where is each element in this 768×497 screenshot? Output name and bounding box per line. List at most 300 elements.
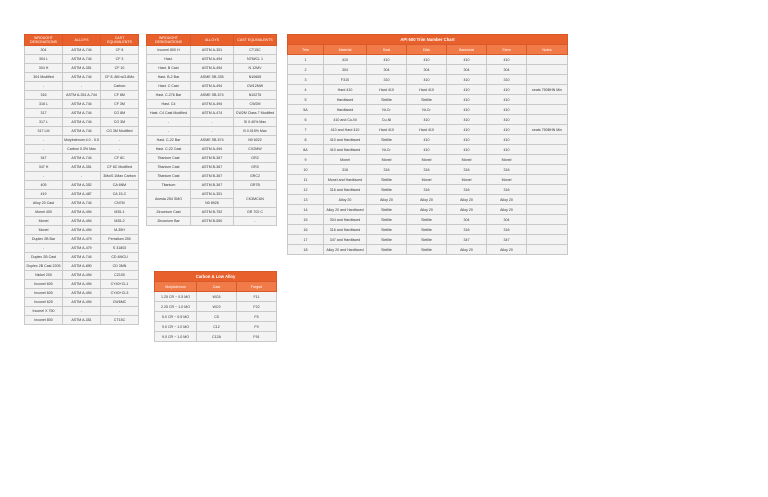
table-cell: 2.25 CR ~ 1.0 MO	[155, 302, 197, 312]
table-cell: Monel	[324, 155, 367, 165]
table-row	[147, 154, 277, 163]
table-cell: Stellite	[407, 215, 447, 225]
table-cell: ASTM A-494	[191, 82, 234, 91]
table-cell: 410	[487, 105, 527, 115]
table-cell: 316 L	[25, 100, 63, 109]
table-cell: Hard 410	[324, 85, 367, 95]
table-row	[25, 136, 139, 145]
table-cell: -	[101, 136, 139, 145]
table-cell	[527, 65, 568, 75]
table-cell: 410	[487, 115, 527, 125]
table-cell: 304	[407, 65, 447, 75]
col-header: Disk	[407, 45, 447, 55]
table-cell: N0 6022	[234, 136, 277, 145]
table-row	[25, 262, 139, 271]
table-cell: Ni-Cr	[367, 105, 407, 115]
table-cell: 10	[288, 165, 324, 175]
table-cell: 410	[447, 55, 487, 65]
table-cell: -	[63, 172, 101, 181]
table-row	[25, 172, 139, 181]
table-cell: GR 702 C	[234, 208, 277, 217]
table-cell: ASTM A-744	[63, 253, 101, 262]
table-row	[288, 55, 568, 65]
table-cell: Hard 410	[367, 125, 407, 135]
table-cell: M-35H	[101, 226, 139, 235]
table-cell: 410	[487, 135, 527, 145]
table-cell: 410	[447, 115, 487, 125]
table-cell: 1.25 CR ~ 0.5 MO	[155, 292, 197, 302]
table-cell: 410	[487, 85, 527, 95]
table-cell: Monel	[487, 175, 527, 185]
table-cell: F91	[237, 332, 277, 342]
table-cell: 410	[487, 95, 527, 105]
table-cell: -	[234, 217, 277, 226]
table-cell: Monel	[487, 155, 527, 165]
table-cell: ASTM A-479	[63, 244, 101, 253]
table-cell: CW12MW	[234, 82, 277, 91]
table-cell: CF 8 ,8M w/3-8Mo	[101, 73, 139, 82]
table-row	[147, 55, 277, 64]
table-cell: 304	[487, 65, 527, 75]
table-cell: CF 3	[101, 55, 139, 64]
table-cell: CW2M Class 7 Modified	[234, 109, 277, 118]
table-cell: Inconel 800	[25, 316, 63, 325]
col-header: WROUGHT DESIGNATIONS	[25, 35, 63, 46]
table-row	[288, 75, 568, 85]
table-cell: Ferralium 255	[101, 235, 139, 244]
table-cell: Hast. C4	[147, 100, 191, 109]
table-cell: Nickel 200	[25, 271, 63, 280]
table-cell: 7	[288, 125, 324, 135]
table-header-row	[147, 35, 277, 46]
table-cell: ASTM B-367	[191, 163, 234, 172]
table-cell: N10276	[234, 91, 277, 100]
table-cell: CD 4MCU	[101, 253, 139, 262]
table-row	[147, 64, 277, 73]
table-cell: GR2	[234, 154, 277, 163]
table-row	[288, 125, 568, 135]
table-cell: 316	[367, 165, 407, 175]
table-cell: 15	[288, 215, 324, 225]
table-row	[25, 154, 139, 163]
table-cell: 1	[288, 55, 324, 65]
table-row	[288, 105, 568, 115]
table-row	[147, 109, 277, 118]
table-cell: Stellite	[367, 95, 407, 105]
table-row	[288, 235, 568, 245]
table-cell: 316	[447, 225, 487, 235]
table-cell: 13	[288, 195, 324, 205]
table-cell: CN7M	[101, 199, 139, 208]
table-cell: 410	[447, 85, 487, 95]
table-cell: ASTM A-744	[63, 199, 101, 208]
table-cell: 11	[288, 175, 324, 185]
table-cell: ASTM A-351	[63, 64, 101, 73]
table-cell: C12	[197, 322, 237, 332]
col-header: ALLOYS	[63, 35, 101, 46]
table-header-row	[155, 282, 277, 292]
table-cell: Duplex 2B Cast 2205	[25, 262, 63, 271]
table-cell: ASTM B-367	[191, 172, 234, 181]
table-cell: Hast. B-2 Bar	[147, 73, 191, 82]
table-row	[288, 205, 568, 215]
table-cell: -	[25, 172, 63, 181]
table-cell: -	[191, 118, 234, 127]
table-body	[288, 55, 568, 255]
table-body	[155, 292, 277, 342]
table-cell: ASTM A-474	[191, 109, 234, 118]
table-row	[147, 127, 277, 136]
col-header: WROUGHT DESIGNATIONS	[147, 35, 191, 46]
alloy-cell: ASTM A-351	[191, 190, 234, 199]
table-cell: CW6MC	[101, 298, 139, 307]
table-cell: Duplex 2B Bar	[25, 235, 63, 244]
table-cell: Alloy 20	[447, 205, 487, 215]
table-cell: CW2M	[234, 100, 277, 109]
table-body-tail	[147, 208, 277, 226]
table-row	[25, 244, 139, 253]
table-cell: Stellite	[407, 235, 447, 245]
table-cell: 410	[367, 55, 407, 65]
table-cell: Alloy 20	[324, 195, 367, 205]
table-cell: Stellite	[407, 245, 447, 255]
table-cell: Molybdenum 4.0 - 5.5	[63, 136, 101, 145]
table-cell: 317 L	[25, 118, 63, 127]
table-row	[25, 199, 139, 208]
table-cell: 304 L	[25, 55, 63, 64]
table-cell: 8A	[288, 145, 324, 155]
table-row	[147, 181, 277, 190]
table-cell: CF 8C Modified	[101, 163, 139, 172]
table-cell: Hard 410	[407, 85, 447, 95]
table-cell	[527, 205, 568, 215]
table-cell: ASTM A-744	[63, 154, 101, 163]
table-cell: 347	[447, 235, 487, 245]
table-cell: Inconel 800 H	[147, 46, 191, 55]
api-600-trim-table	[287, 34, 568, 255]
table-cell: ASTM B-752	[191, 208, 234, 217]
table-row	[25, 82, 139, 91]
table-cell: CG 3M	[101, 118, 139, 127]
table-cell	[527, 245, 568, 255]
table-cell: 5.0 CR ~ 0.5 MO	[155, 312, 197, 322]
table-cell: 317 LM	[25, 127, 63, 136]
table-cell: Inconel 600	[25, 280, 63, 289]
col-header: CAST EQUIVALENTS	[234, 35, 277, 46]
table-cell: ASTM A-744	[63, 127, 101, 136]
table-cell: ASTM A-494	[63, 271, 101, 280]
table-cell: ASTM A-494	[63, 280, 101, 289]
table-cell: Hast. C4 Cast Modified	[147, 109, 191, 118]
table-row	[25, 73, 139, 82]
table-cell: ASTM A-351 A-744	[63, 91, 101, 100]
table-cell: Hardfaced	[324, 95, 367, 105]
table-row	[25, 109, 139, 118]
table-row	[147, 208, 277, 217]
table-row	[147, 172, 277, 181]
table-cell: 347	[25, 154, 63, 163]
table-row	[147, 100, 277, 109]
table-cell: 304	[447, 65, 487, 75]
table-cell: ASTM A-479	[63, 235, 101, 244]
table-cell: Inconel 600	[25, 289, 63, 298]
table-row	[288, 65, 568, 75]
table-cell: Hast. C Cast	[147, 82, 191, 91]
table-cell: 3Mo/0.1Max Carbon	[101, 172, 139, 181]
table-header-row	[288, 45, 568, 55]
table-row	[288, 85, 568, 95]
table-cell: S 31803	[101, 244, 139, 253]
alloy-name-cell: Avesta 254 SMO	[147, 190, 191, 208]
table-cell: Alloy 20 and Hardfaced	[324, 245, 367, 255]
table-cell: seats 750BHN Min	[527, 85, 568, 95]
table-row	[288, 115, 568, 125]
table-cell: 410	[324, 55, 367, 65]
table-row	[25, 127, 139, 136]
table-cell: Hast. C-22 Bar	[147, 136, 191, 145]
table-cell: CZ100	[101, 271, 139, 280]
table-cell: F310	[324, 75, 367, 85]
col-header: Forged	[237, 282, 277, 292]
table-cell: Stellite	[407, 95, 447, 105]
table-cell: 304 and Hardfaced	[324, 215, 367, 225]
table-cell: -	[63, 82, 101, 91]
table-body	[25, 46, 139, 325]
table-row	[25, 91, 139, 100]
table-cell: 9	[288, 155, 324, 165]
table-cell: 316	[487, 185, 527, 195]
table-cell: CT15C	[101, 316, 139, 325]
table-cell	[527, 225, 568, 235]
table-row	[25, 298, 139, 307]
table-row	[25, 118, 139, 127]
table-cell: N7M/CL 1	[234, 55, 277, 64]
col-header: Molybdenum	[155, 282, 197, 292]
table-cell: 410	[407, 75, 447, 85]
table-cell	[527, 155, 568, 165]
table-title: Carbon & Low Alloy	[155, 272, 277, 282]
table-cell: Monel and Hardfaced	[324, 175, 367, 185]
carbon-low-alloy-table	[154, 271, 277, 342]
table-cell: Inconel 625	[25, 298, 63, 307]
table-cell: 4	[288, 85, 324, 95]
table-row	[25, 289, 139, 298]
col-header: Backseat	[447, 45, 487, 55]
table-row	[155, 292, 277, 302]
table-row	[288, 145, 568, 155]
col-header: CAST EQUIVALENTS	[101, 35, 139, 46]
table-cell: ASTM A-351	[63, 316, 101, 325]
table-cell: 304 Modified	[25, 73, 63, 82]
table-row	[147, 118, 277, 127]
table-cell: -	[25, 244, 63, 253]
table-title-row	[288, 35, 568, 45]
table-cell: Monel	[447, 155, 487, 165]
table-cell: ASME SB-574	[191, 91, 234, 100]
table-cell: Monel	[407, 175, 447, 185]
table-cell: ASTM A-890	[63, 262, 101, 271]
table-row	[147, 163, 277, 172]
table-cell: CX2MW	[234, 145, 277, 154]
table-cell: 347	[487, 235, 527, 245]
table-cell: 410	[447, 75, 487, 85]
table-cell: Alloy 20	[367, 195, 407, 205]
table-cell: ASTM A-494	[191, 100, 234, 109]
table-cell: Stellite	[367, 205, 407, 215]
table-cell: WC9	[197, 302, 237, 312]
table-cell: CT15C	[234, 46, 277, 55]
table-cell: Monel	[367, 155, 407, 165]
table-cell: Monel	[25, 226, 63, 235]
table-body	[147, 46, 277, 190]
table-cell: ASTM A-487	[63, 190, 101, 199]
table-cell: 410 and Hardfaced	[324, 135, 367, 145]
table-cell: 18	[288, 245, 324, 255]
table-cell: N 12MV	[234, 64, 277, 73]
table-row	[147, 46, 277, 55]
table-title-row	[155, 272, 277, 282]
table-cell: GR3	[234, 163, 277, 172]
table-row	[25, 280, 139, 289]
table-cell: CY40+CL1	[101, 280, 139, 289]
table-cell: CY40+CL3	[101, 289, 139, 298]
table-cell: N10665	[234, 73, 277, 82]
table-cell: ASTM A-352	[63, 181, 101, 190]
table-cell: 304	[447, 215, 487, 225]
table-cell: CD 3MN	[101, 262, 139, 271]
table-row	[288, 95, 568, 105]
table-cell: 410 and Hard 410	[324, 125, 367, 135]
table-cell: 304	[324, 65, 367, 75]
table-cell: -	[25, 82, 63, 91]
table-cell: 304	[25, 46, 63, 55]
table-cell: Alloy 20	[447, 195, 487, 205]
table-row	[25, 145, 139, 154]
table-cell: ASTM A-744	[63, 100, 101, 109]
table-cell: M35-2	[101, 217, 139, 226]
table-cell: 347 and Hardfaced	[324, 235, 367, 245]
table-cell: ASTM B-367	[191, 154, 234, 163]
table-cell	[527, 55, 568, 65]
col-header: Notes	[527, 45, 568, 55]
table-cell: Alloy 20	[407, 205, 447, 215]
table-cell: Carbon 0.3% Max	[63, 145, 101, 154]
table-cell: F22	[237, 302, 277, 312]
table-cell: 410	[487, 125, 527, 135]
table-row	[288, 215, 568, 225]
table-cell: CF 3M	[101, 100, 139, 109]
table-cell: Stellite	[367, 185, 407, 195]
table-cell: 410	[447, 105, 487, 115]
table-row	[155, 332, 277, 342]
table-cell: ASTM A-494	[191, 64, 234, 73]
table-cell: Titanium Cast	[147, 172, 191, 181]
table-cell: C12A	[197, 332, 237, 342]
table-cell: 316	[487, 165, 527, 175]
table-cell: Alloy 20 Cast	[25, 199, 63, 208]
table-cell: Inconel X 750	[25, 307, 63, 316]
table-cell	[527, 235, 568, 245]
table-cell: Zirconium Bar	[147, 217, 191, 226]
table-cell: 316	[447, 165, 487, 175]
table-row	[147, 82, 277, 91]
table-cell: Alloy 20	[487, 245, 527, 255]
table-cell: 17	[288, 235, 324, 245]
table-cell: F11	[237, 292, 277, 302]
table-cell: ASTM A-494	[191, 55, 234, 64]
table-row	[25, 190, 139, 199]
table-row	[147, 73, 277, 82]
table-cell: CF 10	[101, 64, 139, 73]
table-cell: ASTM A-494	[191, 145, 234, 154]
table-cell: 14	[288, 205, 324, 215]
table-cell: seats 750BHN Min	[527, 125, 568, 135]
table-cell: -	[25, 145, 63, 154]
table-cell	[527, 105, 568, 115]
table-cell: Si 0.40% Max	[234, 118, 277, 127]
table-cell	[527, 115, 568, 125]
col-header: Trim	[288, 45, 324, 55]
table-cell	[527, 135, 568, 145]
table-cell: ASTM A-494	[63, 217, 101, 226]
table-cell: 304	[367, 65, 407, 75]
table-row	[147, 190, 277, 199]
table-cell: -	[147, 127, 191, 136]
table-cell: Stellite	[367, 225, 407, 235]
table-row	[25, 307, 139, 316]
table-cell: Stellite	[367, 135, 407, 145]
table-cell: 316	[407, 165, 447, 175]
table-cell: Stellite	[407, 225, 447, 235]
table-cell: Hast.	[147, 55, 191, 64]
table-cell: 316 and Hardfaced	[324, 225, 367, 235]
table-cell: 405	[25, 181, 63, 190]
table-row	[25, 253, 139, 262]
table-cell: 316	[324, 165, 367, 175]
table-row	[288, 185, 568, 195]
table-cell	[527, 165, 568, 175]
col-header: ALLOYS	[191, 35, 234, 46]
table-row	[25, 55, 139, 64]
table-row	[25, 316, 139, 325]
table-cell: B 0.015% Max	[234, 127, 277, 136]
table-cell: 9.0 CR ~ 1.0 MO	[155, 332, 197, 342]
table-row	[25, 271, 139, 280]
table-cell: ASTM A-351	[63, 163, 101, 172]
table-cell	[527, 75, 568, 85]
table-cell: 310	[367, 75, 407, 85]
table-cell: GRC2	[234, 172, 277, 181]
table-cell: Titanium	[147, 181, 191, 190]
table-cell: ASTM A-744	[63, 73, 101, 82]
table-cell: -	[147, 118, 191, 127]
table-cell: Cu-Ni	[367, 115, 407, 125]
table-row	[147, 217, 277, 226]
table-cell: 3	[288, 75, 324, 85]
table-row	[288, 165, 568, 175]
table-cell: 5	[288, 95, 324, 105]
table-row	[155, 322, 277, 332]
table-cell: 410	[407, 145, 447, 155]
table-cell: Zirconium Cast	[147, 208, 191, 217]
table-cell: Hard 410	[407, 125, 447, 135]
table-cell: 410	[407, 135, 447, 145]
table-cell: ASTM A-744	[63, 118, 101, 127]
table-row	[25, 181, 139, 190]
table-cell: 16	[288, 225, 324, 235]
table-row	[25, 100, 139, 109]
table-cell: Hast. C-22 Cast	[147, 145, 191, 154]
